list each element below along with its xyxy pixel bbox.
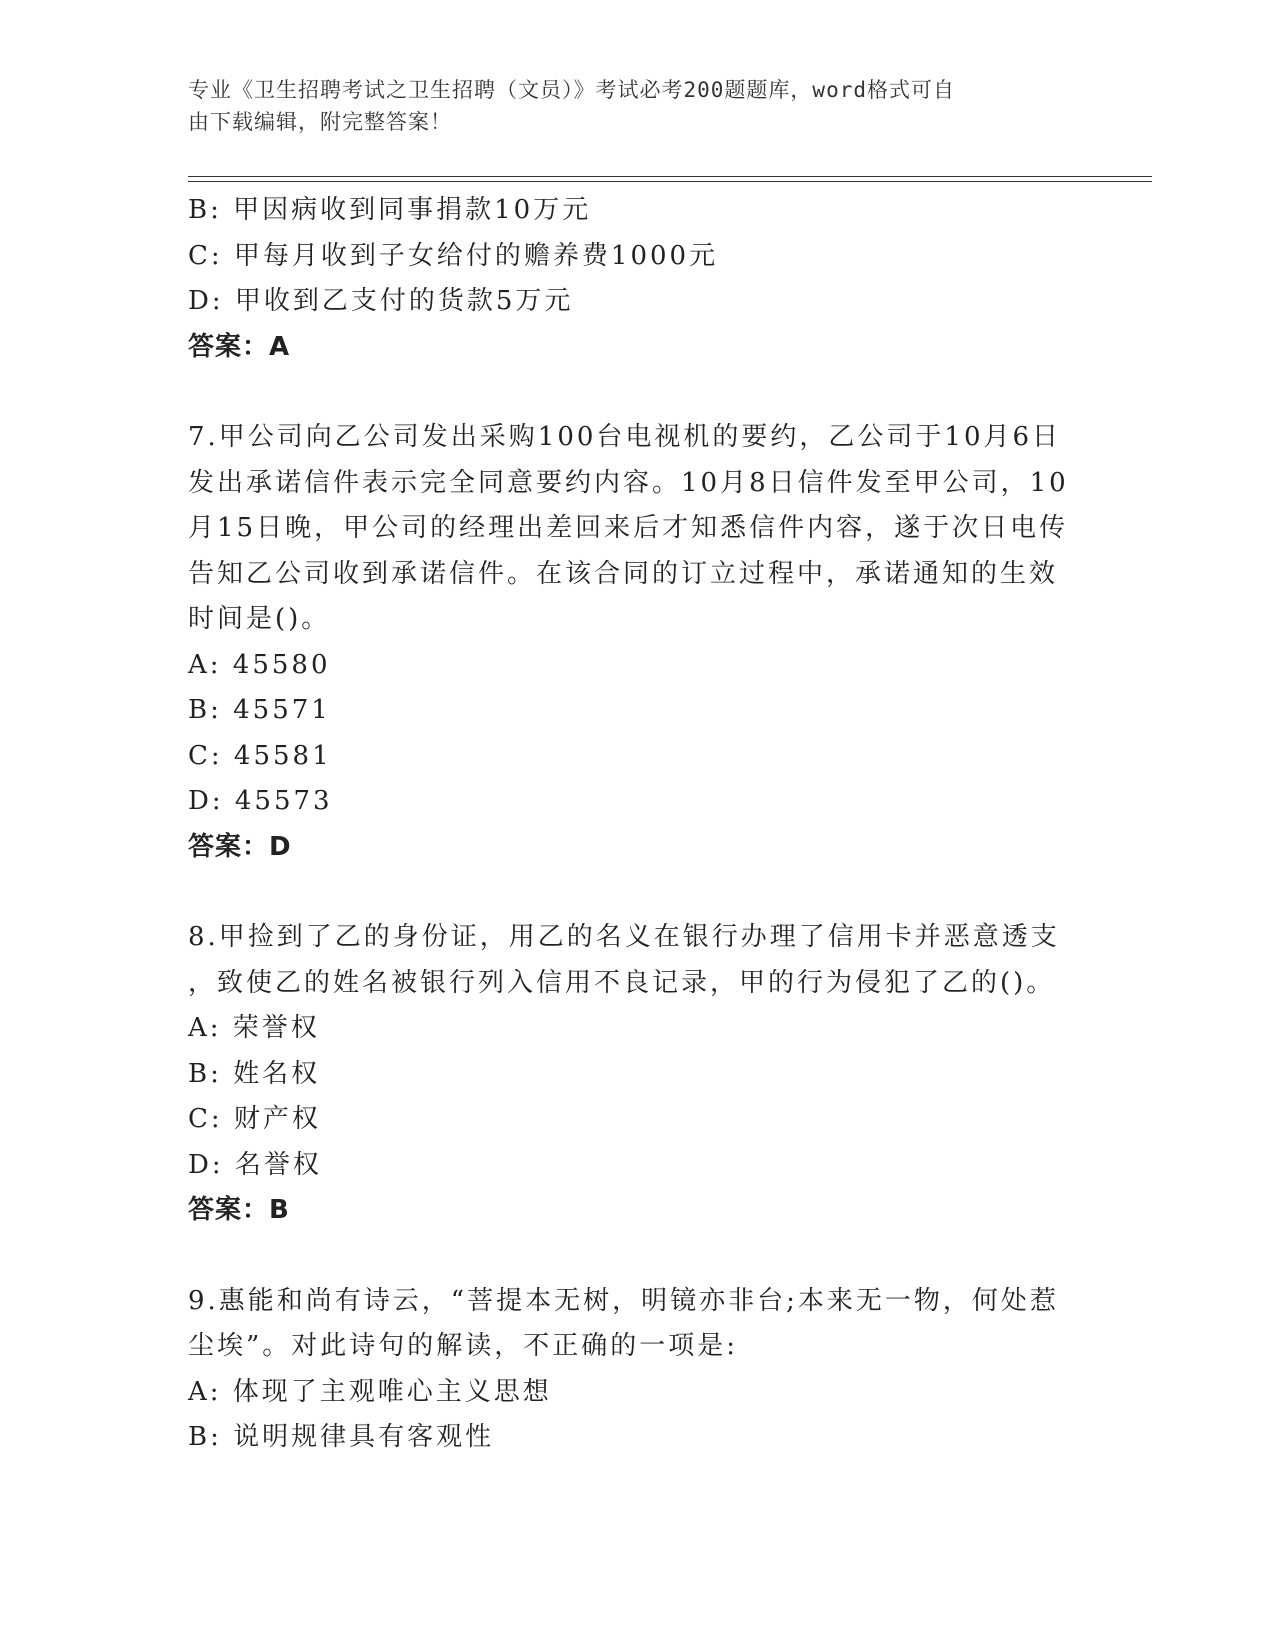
option-a: A: 体现了主观唯心主义思想 — [188, 1376, 552, 1407]
answer: 答案：B — [188, 1195, 290, 1225]
stem-line: 时间是()。 — [188, 604, 331, 634]
question-8 — [188, 915, 1088, 1234]
stem-line: 7.甲公司向乙公司发出采购100台电视机的要约，乙公司于10月6日 — [188, 422, 1062, 452]
option-b: B: 甲因病收到同事捐款10万元 — [188, 195, 592, 225]
document-header — [188, 74, 1068, 138]
option-a: A: 荣誉权 — [188, 1013, 320, 1043]
stem-line: ，致使乙的姓名被银行列入信用不良记录，甲的行为侵犯了乙的()。 — [188, 967, 1056, 998]
stem-line: 告知乙公司收到承诺信件。在该合同的订立过程中，承诺通知的生效 — [188, 558, 1059, 589]
header-rule-bottom — [188, 181, 1152, 182]
option-b: B: 说明规律具有客观性 — [188, 1422, 495, 1452]
question-7 — [188, 415, 1088, 870]
question-9 — [188, 1279, 1088, 1461]
option-c: C: 甲每月收到子女给付的赡养费1000元 — [188, 240, 719, 271]
answer: 答案：D — [188, 831, 292, 862]
option-a: A: 45580 — [188, 649, 331, 680]
option-b: B: 姓名权 — [188, 1058, 321, 1089]
header-line-2: 由下载编辑，附完整答案！ — [188, 110, 452, 134]
stem-line: 尘埃”。对此诗句的解读，不正确的一项是: — [188, 1331, 739, 1361]
option-d: D: 45573 — [188, 786, 333, 816]
option-d: D: 名誉权 — [188, 1149, 322, 1180]
document-body — [188, 188, 1088, 1461]
stem-line: 8.甲捡到了乙的身份证，用乙的名义在银行办理了信用卡并恶意透支 — [188, 922, 1060, 952]
stem-line: 发出承诺信件表示完全同意要约内容。10月8日信件发至甲公司，10 — [188, 467, 1069, 498]
option-b: B: 45571 — [188, 695, 331, 725]
header-rule-top — [188, 176, 1152, 177]
option-c: C: 45581 — [188, 740, 332, 771]
stem-line: 9.惠能和尚有诗云，“菩提本无树，明镜亦非台;本来无一物，何处惹 — [188, 1285, 1059, 1316]
header-line-1: 专业《卫生招聘考试之卫生招聘（文员）》考试必考200题题库，word格式可自 — [188, 78, 955, 102]
option-c: C: 财产权 — [188, 1104, 321, 1134]
option-d: D: 甲收到乙支付的货款5万元 — [188, 286, 574, 316]
stem-line: 月15日晚，甲公司的经理出差回来后才知悉信件内容，遂于次日电传 — [188, 513, 1069, 543]
question-6-tail — [188, 188, 1088, 370]
answer: 答案：A — [188, 331, 291, 362]
